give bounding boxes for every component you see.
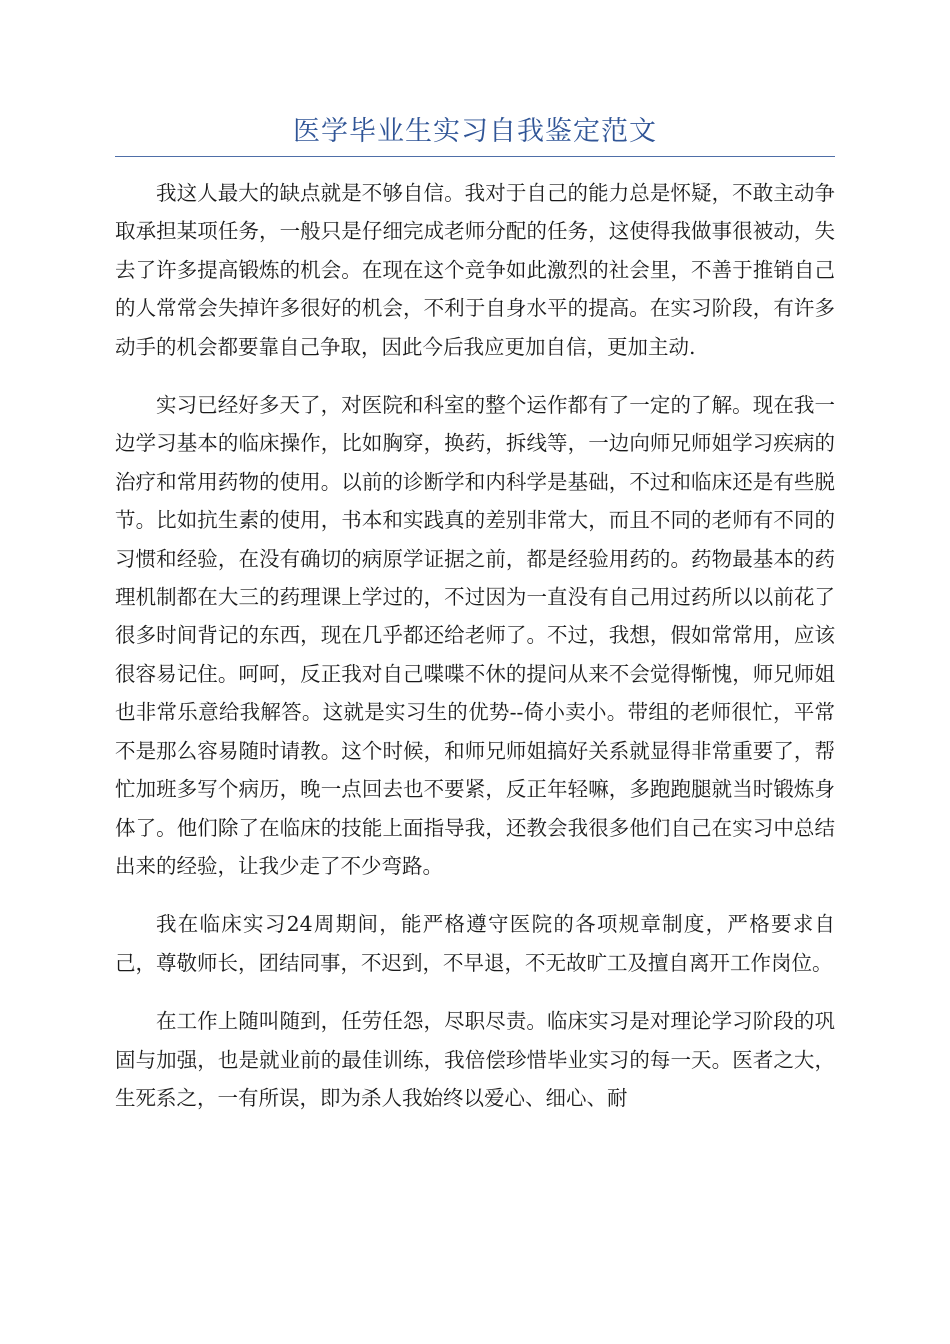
paragraph-4: 在工作上随叫随到，任劳任怨，尽职尽责。临床实习是对理论学习阶段的巩固与加强，也是就业前的最佳训练，我倍偿珍惜毕业实习的每一天。医者之大，生死系之，一有所误，即为杀人我始终以爱心、细心、耐 [115, 1009, 835, 1110]
paragraph-2: 实习已经好多天了，对医院和科室的整个运作都有了一定的了解。现在我一边学习基本的临床操作，比如胸穿，换药，拆线等，一边向师兄师姐学习疾病的治疗和常用药物的使用。以前的诊断学和内科学是基础，不过和临床还是有些脱节。比如抗生素的使用，书本和实践真的差别非常大，而且不同的老师有不同的习惯和经验，在没有确切的病原学证据之前，都是经验用药的。药物最基本的药理机制都在大三的药理课上学过的，不过因为一直没有自己用过药所以以前花了很多时间背记的东西，现在几乎都还给老师了。不过，我想，假如常常用，应该很容易记住。呵呵，反正我对自己喋喋不休的提问从来不会觉得惭愧，师兄师姐也非常乐意给我解答。这就是实习生的优势--倚小卖小。带组的老师很忙，平常不是那么容易随时请教。这个时候，和师兄师姐搞好关系就显得非常重要了，帮忙加班多写个病历，晚一点回去也不要紧，反正年轻嘛，多跑跑腿就当时锻炼身体了。他们除了在临床的技能上面指导我，还教会我很多他们自己在实习中总结出来的经验，让我少走了不少弯路。 [115, 393, 835, 878]
paragraph-3: 我在临床实习24周期间，能严格遵守医院的各项规章制度，严格要求自己，尊敬师长，团结同事，不迟到，不早退，不无故旷工及擅自离开工作岗位。 [115, 912, 835, 975]
document-title: 医学毕业生实习自我鉴定范文 [293, 116, 657, 147]
paragraph-1: 我这人最大的缺点就是不够自信。我对于自己的能力总是怀疑，不敢主动争取承担某项任务，一般只是仔细完成老师分配的任务，这使得我做事很被动，失去了许多提高锻炼的机会。在现在这个竞争如此激烈的社会里，不善于推销自己的人常常会失掉许多很好的机会，不利于自身水平的提高。在实习阶段，有许多动手的机会都要靠自己争取，因此今后我应更加自信，更加主动. [115, 181, 835, 359]
document-body [115, 174, 835, 1137]
title-block [115, 108, 835, 157]
